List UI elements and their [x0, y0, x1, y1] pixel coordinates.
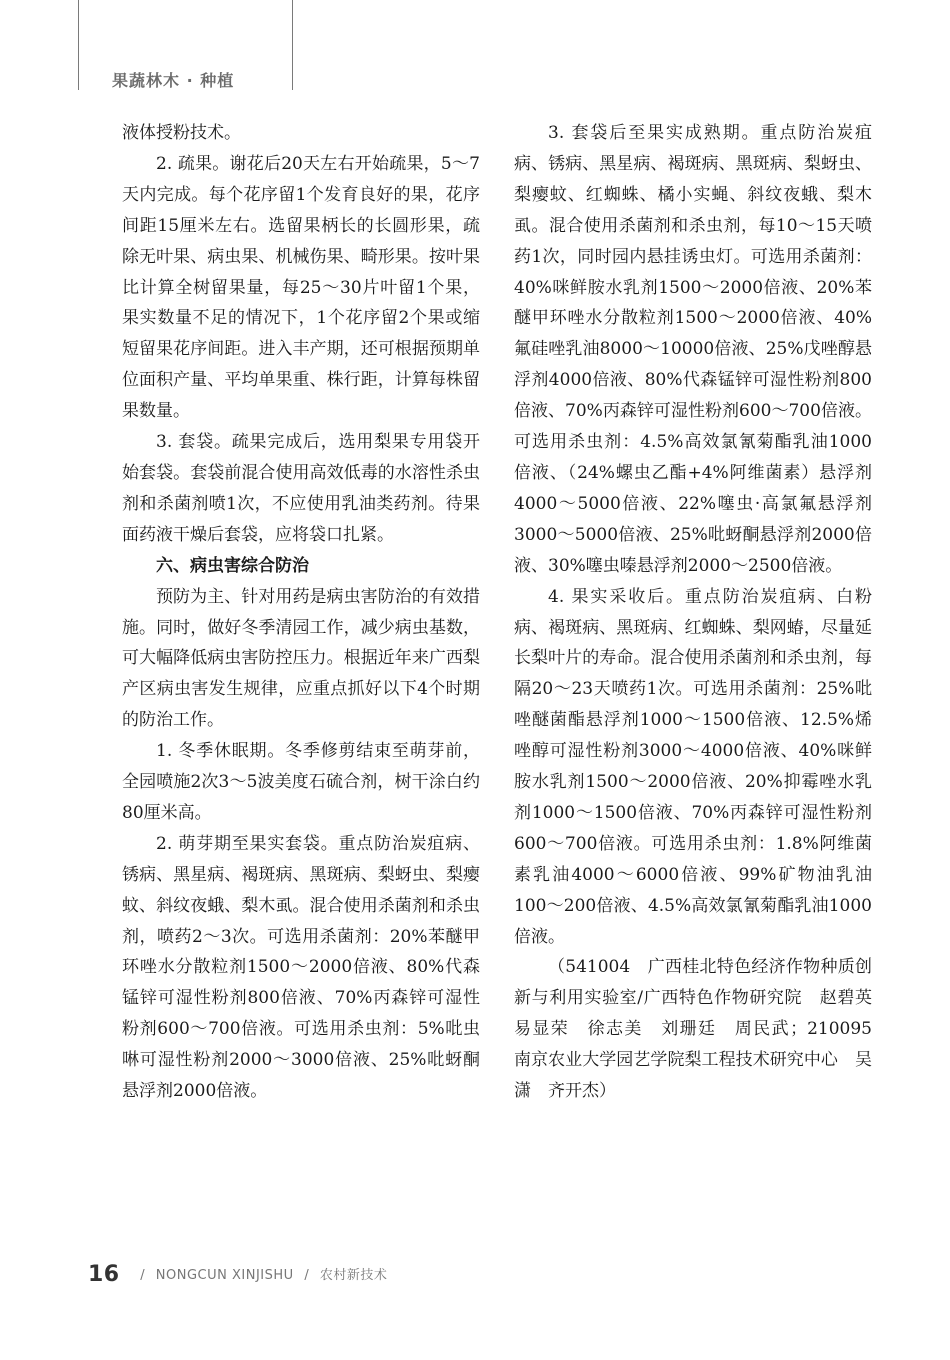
section-label: 果蔬林木 · 种植	[112, 71, 235, 90]
page-number: 16	[88, 1262, 120, 1287]
header-rule-left	[78, 0, 79, 90]
footer-separator: /	[304, 1268, 310, 1283]
page-footer	[88, 1262, 387, 1287]
journal-name-cn: 农村新技术	[319, 1268, 388, 1283]
paragraph: 3. 套袋后至果实成熟期。重点防治炭疽病、锈病、黑星病、褐斑病、黑斑病、梨蚜虫、梨瘿蚊、红蜘蛛、橘小实蝇、斜纹夜蛾、梨木虱。混合使用杀菌剂和杀虫剂，每10～15天喷药1次，同时园内悬挂诱虫灯。可选用杀菌剂：40%咪鲜胺水乳剂1500～2000倍液、20%苯醚甲环唑水分散粒剂1500～2000倍液、40%氟硅唑乳油8000～10000倍液、25%戊唑醇悬浮剂4000倍液、80%代森锰锌可湿性粉剂800倍液、70%丙森锌可湿性粉剂600～700倍液。可选用杀虫剂：4.5%高效氯氰菊酯乳油1000倍液、（24%螺虫乙酯+4%阿维菌素）悬浮剂4000～5000倍液、22%噻虫·高氯氟悬浮剂3000～5000倍液、25%吡蚜酮悬浮剂2000倍液、30%噻虫嗪悬浮剂2000～2500倍液。	[514, 123, 872, 576]
section-heading: 六、病虫害综合防治	[156, 555, 309, 576]
paragraph: 液体授粉技术。	[122, 123, 241, 143]
journal-name-en: NONGCUN XINJISHU	[155, 1268, 294, 1283]
footer-separator: /	[140, 1268, 146, 1283]
header-rule-right	[292, 0, 293, 90]
paragraph: 预防为主、针对用药是病虫害防治的有效措施。同时，做好冬季清园工作，减少病虫基数，可大幅降低病虫害防控压力。根据近年来广西梨产区病虫害发生规律，应重点抓好以下4个时期的防治工作。	[122, 586, 480, 731]
right-column	[514, 118, 889, 1107]
author-affiliation: （541004 广西桂北特色经济作物种质创新与利用实验室/广西特色作物研究院 赵碧英 易显荣 徐志美 刘珊廷 周民武；210095 南京农业大学园艺学院梨工程技术研究中心 吴潇 齐开杰）	[514, 957, 889, 1102]
paragraph: 3. 套袋。疏果完成后，选用梨果专用袋开始套袋。套袋前混合使用高效低毒的水溶性杀虫剂和杀菌剂喷1次，不应使用乳油类药剂。待果面药液干燥后套袋，应将袋口扎紧。	[122, 432, 480, 545]
paragraph: 1. 冬季休眠期。冬季修剪结束至萌芽前，全园喷施2次3～5波美度石硫合剂，树干涂白约80厘米高。	[122, 741, 480, 823]
paragraph: 4. 果实采收后。重点防治炭疽病、白粉病、褐斑病、黑斑病、红蜘蛛、梨网蝽，尽量延长梨叶片的寿命。混合使用杀菌剂和杀虫剂，每隔20～23天喷药1次。可选用杀菌剂：25%吡唑醚菌酯悬浮剂1000～1500倍液、12.5%烯唑醇可湿性粉剂3000～4000倍液、40%咪鲜胺水乳剂1500～2000倍液、20%抑霉唑水乳剂1000～1500倍液、70%丙森锌可湿性粉剂600～700倍液。可选用杀虫剂：1.8%阿维菌素乳油4000～6000倍液、99%矿物油乳油100～200倍液、4.5%高效氯氰菊酯乳油1000倍液。	[514, 586, 872, 947]
paragraph: 2. 萌芽期至果实套袋。重点防治炭疽病、锈病、黑星病、褐斑病、黑斑病、梨蚜虫、梨瘿蚊、斜纹夜蛾、梨木虱。混合使用杀菌剂和杀虫剂，喷药2～3次。可选用杀菌剂：20%苯醚甲环唑水分散粒剂1500～2000倍液、80%代森锰锌可湿性粉剂800倍液、70%丙森锌可湿性粉剂600～700倍液。可选用杀虫剂：5%吡虫啉可湿性粉剂2000～3000倍液、25%吡蚜酮悬浮剂2000倍液。	[122, 833, 480, 1102]
left-column	[122, 118, 480, 1107]
paragraph: 2. 疏果。谢花后20天左右开始疏果，5～7天内完成。每个花序留1个发育良好的果，花序间距15厘米左右。选留果柄长的长圆形果，疏除无叶果、病虫果、机械伤果、畸形果。按叶果比计算全树留果量，每25～30片叶留1个果，果实数量不足的情况下，1个花序留2个果或缩短留果花序间距。进入丰产期，还可根据预期单位面积产量、平均单果重、株行距，计算每株留果数量。	[122, 153, 480, 422]
